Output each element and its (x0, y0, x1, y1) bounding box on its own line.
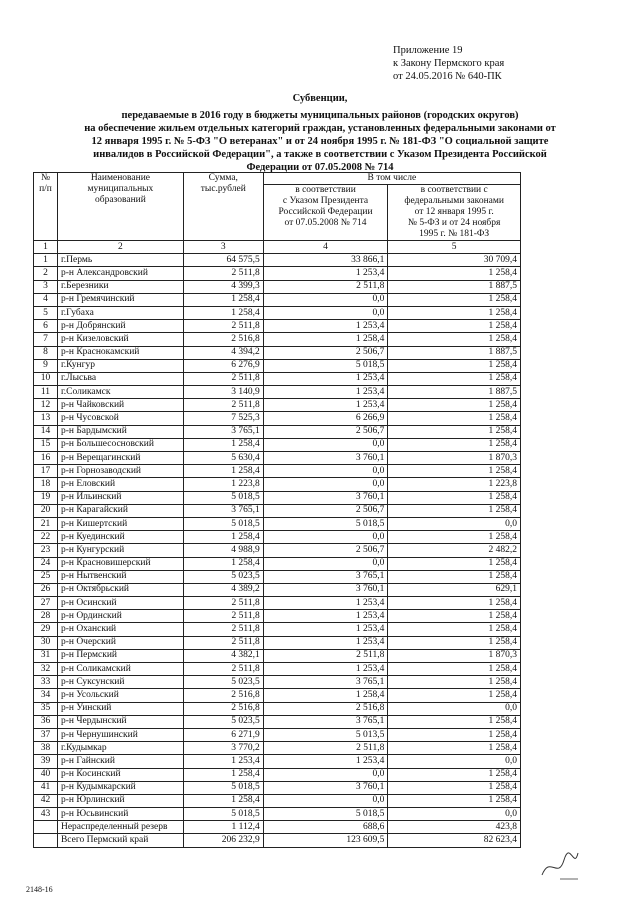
row-name: г.Кунгур (57, 359, 183, 372)
row-sum: 5 023,5 (183, 715, 263, 728)
row-col5: 1 887,5 (388, 386, 521, 399)
row-col4: 0,0 (263, 478, 388, 491)
row-sum: 2 516,8 (183, 689, 263, 702)
table-body (34, 254, 521, 821)
row-col5: 1 258,4 (388, 333, 521, 346)
row-sum: 1 258,4 (183, 293, 263, 306)
row-number: 16 (34, 452, 58, 465)
table-row (34, 597, 521, 610)
row-number: 20 (34, 504, 58, 517)
row-col4: 5 018,5 (263, 517, 388, 530)
row-sum: 4 399,3 (183, 280, 263, 293)
row-col4: 2 511,8 (263, 649, 388, 662)
row-number: 39 (34, 755, 58, 768)
table-row (34, 517, 521, 530)
row-sum: 1 223,8 (183, 478, 263, 491)
row-name: р-н Пермский (57, 649, 183, 662)
row-name: р-н Ильинский (57, 491, 183, 504)
row-col4: 2 516,8 (263, 702, 388, 715)
row-col4: 1 253,4 (263, 610, 388, 623)
row-number: 22 (34, 531, 58, 544)
row-number: 23 (34, 544, 58, 557)
table-row (34, 478, 521, 491)
row-sum: 1 258,4 (183, 438, 263, 451)
row-name: р-н Юсьвинский (57, 808, 183, 821)
row-name: г.Кудымкар (57, 742, 183, 755)
header-name: Наименование муниципальных образований (57, 173, 183, 241)
row-name: р-н Большесосновский (57, 438, 183, 451)
table-row (34, 702, 521, 715)
row-number: 15 (34, 438, 58, 451)
row-col5: 1 258,4 (388, 676, 521, 689)
title-main: Субвенции, (292, 93, 348, 104)
row-col4: 0,0 (263, 557, 388, 570)
row-name: р-н Куединский (57, 531, 183, 544)
row-col5: 1 258,4 (388, 557, 521, 570)
row-sum: 5 630,4 (183, 452, 263, 465)
row-number: 38 (34, 742, 58, 755)
row-number: 13 (34, 412, 58, 425)
table-row (34, 452, 521, 465)
row-number: 25 (34, 570, 58, 583)
row-name: р-н Чердынский (57, 715, 183, 728)
row-sum: 5 018,5 (183, 781, 263, 794)
row-sum: 2 511,8 (183, 663, 263, 676)
row-name: р-н Чернушинский (57, 728, 183, 741)
row-sum: 2 511,8 (183, 372, 263, 385)
row-col5: 1 258,4 (388, 491, 521, 504)
table-row (34, 715, 521, 728)
row-number: 42 (34, 794, 58, 807)
row-col5: 1 258,4 (388, 320, 521, 333)
row-sum: 5 023,5 (183, 570, 263, 583)
row-name: р-н Октябрьский (57, 583, 183, 596)
row-col5: 1 258,4 (388, 425, 521, 438)
row-col4: 0,0 (263, 438, 388, 451)
signature-mark (540, 845, 580, 885)
title-line-5: Федерации от 07.05.2008 № 714 (246, 162, 394, 173)
row-name: р-н Нытвенский (57, 570, 183, 583)
row-name: р-н Кизеловский (57, 333, 183, 346)
row-name: р-н Очерский (57, 636, 183, 649)
total-col4: 123 609,5 (263, 834, 388, 847)
row-number: 32 (34, 663, 58, 676)
table-row (34, 504, 521, 517)
row-col5: 1 258,4 (388, 570, 521, 583)
row-col4: 0,0 (263, 794, 388, 807)
table-row (34, 768, 521, 781)
total-col5: 82 623,4 (388, 834, 521, 847)
header-num: № п/п (34, 173, 58, 241)
row-number: 11 (34, 386, 58, 399)
row-number: 41 (34, 781, 58, 794)
table-row (34, 372, 521, 385)
row-col4: 5 018,5 (263, 359, 388, 372)
row-sum: 64 575,5 (183, 254, 263, 267)
row-number: 2 (34, 267, 58, 280)
row-col4: 1 258,4 (263, 689, 388, 702)
row-col5: 1 258,4 (388, 610, 521, 623)
row-name: р-н Гремячинский (57, 293, 183, 306)
row-sum: 2 511,8 (183, 636, 263, 649)
row-col5: 1 870,3 (388, 649, 521, 662)
row-name: р-н Еловский (57, 478, 183, 491)
row-col5: 1 258,4 (388, 531, 521, 544)
row-sum: 2 511,8 (183, 597, 263, 610)
row-col4: 5 013,5 (263, 728, 388, 741)
row-col4: 1 253,4 (263, 386, 388, 399)
row-number: 17 (34, 465, 58, 478)
row-col5: 1 258,4 (388, 306, 521, 319)
row-col4: 5 018,5 (263, 808, 388, 821)
row-col5: 1 887,5 (388, 346, 521, 359)
row-name: р-н Ординский (57, 610, 183, 623)
row-name: р-н Косинский (57, 768, 183, 781)
table-row (34, 386, 521, 399)
row-col4: 1 258,4 (263, 333, 388, 346)
header-col5: в соответствии с федеральными законами от 12 января 1995 г. № 5-ФЗ и от 24 ноября 1995 г. № 181-ФЗ (388, 185, 521, 241)
title-line-2: на обеспечение жильем отдельных категорий граждан, установленных федеральными законами от (84, 123, 556, 134)
row-col4: 0,0 (263, 465, 388, 478)
row-name: р-н Соликамский (57, 663, 183, 676)
row-sum: 5 018,5 (183, 808, 263, 821)
reserve-row (34, 821, 521, 834)
title-line-4: инвалидов в Российской Федерации", а также в соответствии с Указом Президента Российской (93, 149, 547, 160)
row-name: р-н Уинский (57, 702, 183, 715)
table-row (34, 649, 521, 662)
row-col4: 3 760,1 (263, 452, 388, 465)
row-name: р-н Бардымский (57, 425, 183, 438)
row-col4: 1 253,4 (263, 663, 388, 676)
row-name: г.Соликамск (57, 386, 183, 399)
table-row (34, 557, 521, 570)
row-col4: 1 253,4 (263, 399, 388, 412)
row-col5: 1 258,4 (388, 597, 521, 610)
row-col5: 1 887,5 (388, 280, 521, 293)
row-number: 37 (34, 728, 58, 741)
row-col4: 6 266,9 (263, 412, 388, 425)
row-name: р-н Добрянский (57, 320, 183, 333)
table-row (34, 333, 521, 346)
row-number: 12 (34, 399, 58, 412)
row-number: 34 (34, 689, 58, 702)
row-number: 14 (34, 425, 58, 438)
row-name: р-н Суксунский (57, 676, 183, 689)
row-number: 30 (34, 636, 58, 649)
row-col5: 1 258,4 (388, 781, 521, 794)
row-number: 26 (34, 583, 58, 596)
row-name: р-н Усольский (57, 689, 183, 702)
row-name: р-н Александровский (57, 267, 183, 280)
row-sum: 7 525,3 (183, 412, 263, 425)
row-number: 19 (34, 491, 58, 504)
row-col5: 0,0 (388, 702, 521, 715)
row-col4: 3 765,1 (263, 676, 388, 689)
table-row (34, 531, 521, 544)
row-sum: 1 258,4 (183, 557, 263, 570)
table-row (34, 636, 521, 649)
row-sum: 6 271,9 (183, 728, 263, 741)
table-row (34, 728, 521, 741)
row-name: г.Березники (57, 280, 183, 293)
row-name: р-н Чайковский (57, 399, 183, 412)
row-col4: 1 253,4 (263, 267, 388, 280)
document-title (20, 92, 620, 174)
row-name: г.Губаха (57, 306, 183, 319)
row-col5: 1 258,4 (388, 504, 521, 517)
row-sum: 4 988,9 (183, 544, 263, 557)
row-sum: 1 258,4 (183, 794, 263, 807)
row-sum: 2 516,8 (183, 333, 263, 346)
row-name: р-н Красновишерский (57, 557, 183, 570)
row-col5: 1 258,4 (388, 728, 521, 741)
header-including: В том числе (263, 173, 520, 185)
row-col4: 2 506,7 (263, 346, 388, 359)
table-row (34, 491, 521, 504)
row-number: 9 (34, 359, 58, 372)
table-row (34, 663, 521, 676)
row-number: 1 (34, 254, 58, 267)
document-code: 2148-16 (26, 885, 53, 894)
row-col4: 3 760,1 (263, 583, 388, 596)
row-name: р-н Кудымкарский (57, 781, 183, 794)
row-col4: 2 506,7 (263, 544, 388, 557)
row-col4: 2 506,7 (263, 425, 388, 438)
row-name: р-н Оханский (57, 623, 183, 636)
subsidies-table (33, 172, 521, 848)
reserve-col5: 423,8 (388, 821, 521, 834)
row-name: г.Пермь (57, 254, 183, 267)
row-name: г.Лысьва (57, 372, 183, 385)
column-numbers-row: 1 2 3 4 5 (34, 241, 521, 254)
row-sum: 3 765,1 (183, 425, 263, 438)
table-row (34, 254, 521, 267)
header-col4: в соответствии с Указом Президента Российской Федерации от 07.05.2008 № 714 (263, 185, 388, 241)
table-row (34, 293, 521, 306)
row-col4: 3 760,1 (263, 781, 388, 794)
row-number: 33 (34, 676, 58, 689)
total-label: Всего Пермский край (57, 834, 183, 847)
row-sum: 1 258,4 (183, 465, 263, 478)
row-col4: 3 765,1 (263, 570, 388, 583)
table-row (34, 570, 521, 583)
row-sum: 4 389,2 (183, 583, 263, 596)
row-number: 21 (34, 517, 58, 530)
table-row (34, 781, 521, 794)
table-row (34, 623, 521, 636)
reserve-sum: 1 112,4 (183, 821, 263, 834)
row-col4: 1 253,4 (263, 597, 388, 610)
row-number: 28 (34, 610, 58, 623)
row-sum: 2 511,8 (183, 267, 263, 280)
row-sum: 1 258,4 (183, 306, 263, 319)
table-row (34, 425, 521, 438)
row-col4: 1 253,4 (263, 623, 388, 636)
row-col5: 1 258,4 (388, 293, 521, 306)
row-sum: 3 770,2 (183, 742, 263, 755)
row-col4: 33 866,1 (263, 254, 388, 267)
table-row (34, 742, 521, 755)
table-row (34, 689, 521, 702)
table-row (34, 465, 521, 478)
row-col5: 1 258,4 (388, 465, 521, 478)
row-sum: 4 394,2 (183, 346, 263, 359)
row-number: 29 (34, 623, 58, 636)
row-col4: 1 253,4 (263, 636, 388, 649)
table-row (34, 267, 521, 280)
row-col4: 0,0 (263, 293, 388, 306)
row-number: 43 (34, 808, 58, 821)
row-sum: 4 382,1 (183, 649, 263, 662)
row-number: 7 (34, 333, 58, 346)
table-row (34, 412, 521, 425)
table-row (34, 808, 521, 821)
row-name: р-н Чусовской (57, 412, 183, 425)
total-row (34, 834, 521, 847)
row-col5: 1 223,8 (388, 478, 521, 491)
row-sum: 5 018,5 (183, 491, 263, 504)
row-number: 36 (34, 715, 58, 728)
row-sum: 5 023,5 (183, 676, 263, 689)
table-row (34, 399, 521, 412)
row-number: 6 (34, 320, 58, 333)
row-col4: 3 760,1 (263, 491, 388, 504)
appendix-line-1: Приложение 19 (393, 45, 463, 56)
row-number: 40 (34, 768, 58, 781)
table-row (34, 320, 521, 333)
row-sum: 2 516,8 (183, 702, 263, 715)
row-col4: 2 506,7 (263, 504, 388, 517)
row-sum: 3 765,1 (183, 504, 263, 517)
row-sum: 2 511,8 (183, 610, 263, 623)
table-row (34, 346, 521, 359)
row-col4: 0,0 (263, 306, 388, 319)
table-row (34, 755, 521, 768)
row-number: 10 (34, 372, 58, 385)
row-name: р-н Осинский (57, 597, 183, 610)
row-sum: 1 258,4 (183, 531, 263, 544)
table-row (34, 544, 521, 557)
row-col5: 0,0 (388, 808, 521, 821)
row-col5: 629,1 (388, 583, 521, 596)
row-sum: 2 511,8 (183, 320, 263, 333)
row-col5: 1 258,4 (388, 689, 521, 702)
row-col5: 1 258,4 (388, 768, 521, 781)
row-col5: 2 482,2 (388, 544, 521, 557)
row-col5: 1 258,4 (388, 623, 521, 636)
table-row (34, 359, 521, 372)
table-row (34, 438, 521, 451)
appendix-line-2: к Закону Пермского края (393, 58, 505, 69)
row-col5: 1 258,4 (388, 794, 521, 807)
table-row (34, 676, 521, 689)
row-col5: 1 258,4 (388, 359, 521, 372)
title-line-3: 12 января 1995 г. № 5-ФЗ "О ветеранах" и от 24 ноября 1995 г. № 181-ФЗ "О социальной защите (91, 136, 549, 147)
reserve-label: Нераспределенный резерв (57, 821, 183, 834)
table-row (34, 280, 521, 293)
row-name: р-н Верещагинский (57, 452, 183, 465)
row-sum: 1 253,4 (183, 755, 263, 768)
row-number: 4 (34, 293, 58, 306)
title-line-1: передаваемые в 2016 году в бюджеты муниципальных районов (городских округов) (121, 110, 519, 121)
table-row (34, 306, 521, 319)
header-sum: Сумма, тыс.рублей (183, 173, 263, 241)
reserve-col4: 688,6 (263, 821, 388, 834)
row-sum: 3 140,9 (183, 386, 263, 399)
row-col5: 1 870,3 (388, 452, 521, 465)
row-name: р-н Кишертский (57, 517, 183, 530)
row-col5: 0,0 (388, 517, 521, 530)
row-col4: 1 253,4 (263, 372, 388, 385)
row-number: 35 (34, 702, 58, 715)
row-name: р-н Кунгурский (57, 544, 183, 557)
row-sum: 1 258,4 (183, 768, 263, 781)
row-col5: 1 258,4 (388, 715, 521, 728)
row-name: р-н Краснокамский (57, 346, 183, 359)
row-number: 24 (34, 557, 58, 570)
row-col5: 1 258,4 (388, 438, 521, 451)
row-col5: 1 258,4 (388, 399, 521, 412)
table-row (34, 794, 521, 807)
total-sum: 206 232,9 (183, 834, 263, 847)
row-sum: 2 511,8 (183, 399, 263, 412)
row-number: 31 (34, 649, 58, 662)
row-col5: 0,0 (388, 755, 521, 768)
appendix-header (393, 44, 504, 83)
row-name: р-н Карагайский (57, 504, 183, 517)
row-col4: 2 511,8 (263, 742, 388, 755)
row-col5: 1 258,4 (388, 663, 521, 676)
row-col4: 1 253,4 (263, 755, 388, 768)
appendix-line-3: от 24.05.2016 № 640-ПК (393, 71, 502, 82)
row-col5: 1 258,4 (388, 636, 521, 649)
row-name: р-н Юрлинский (57, 794, 183, 807)
row-number: 27 (34, 597, 58, 610)
row-name: р-н Гайнский (57, 755, 183, 768)
row-col5: 1 258,4 (388, 267, 521, 280)
row-sum: 2 511,8 (183, 623, 263, 636)
row-number: 5 (34, 306, 58, 319)
row-col4: 3 765,1 (263, 715, 388, 728)
row-number: 18 (34, 478, 58, 491)
row-number: 3 (34, 280, 58, 293)
table-row (34, 610, 521, 623)
row-sum: 6 276,9 (183, 359, 263, 372)
row-col5: 1 258,4 (388, 372, 521, 385)
table-row (34, 583, 521, 596)
row-sum: 5 018,5 (183, 517, 263, 530)
row-col4: 1 253,4 (263, 320, 388, 333)
row-number: 8 (34, 346, 58, 359)
row-name: р-н Горнозаводский (57, 465, 183, 478)
row-col5: 30 709,4 (388, 254, 521, 267)
row-col5: 1 258,4 (388, 412, 521, 425)
row-col4: 2 511,8 (263, 280, 388, 293)
row-col4: 0,0 (263, 531, 388, 544)
row-col5: 1 258,4 (388, 742, 521, 755)
row-col4: 0,0 (263, 768, 388, 781)
